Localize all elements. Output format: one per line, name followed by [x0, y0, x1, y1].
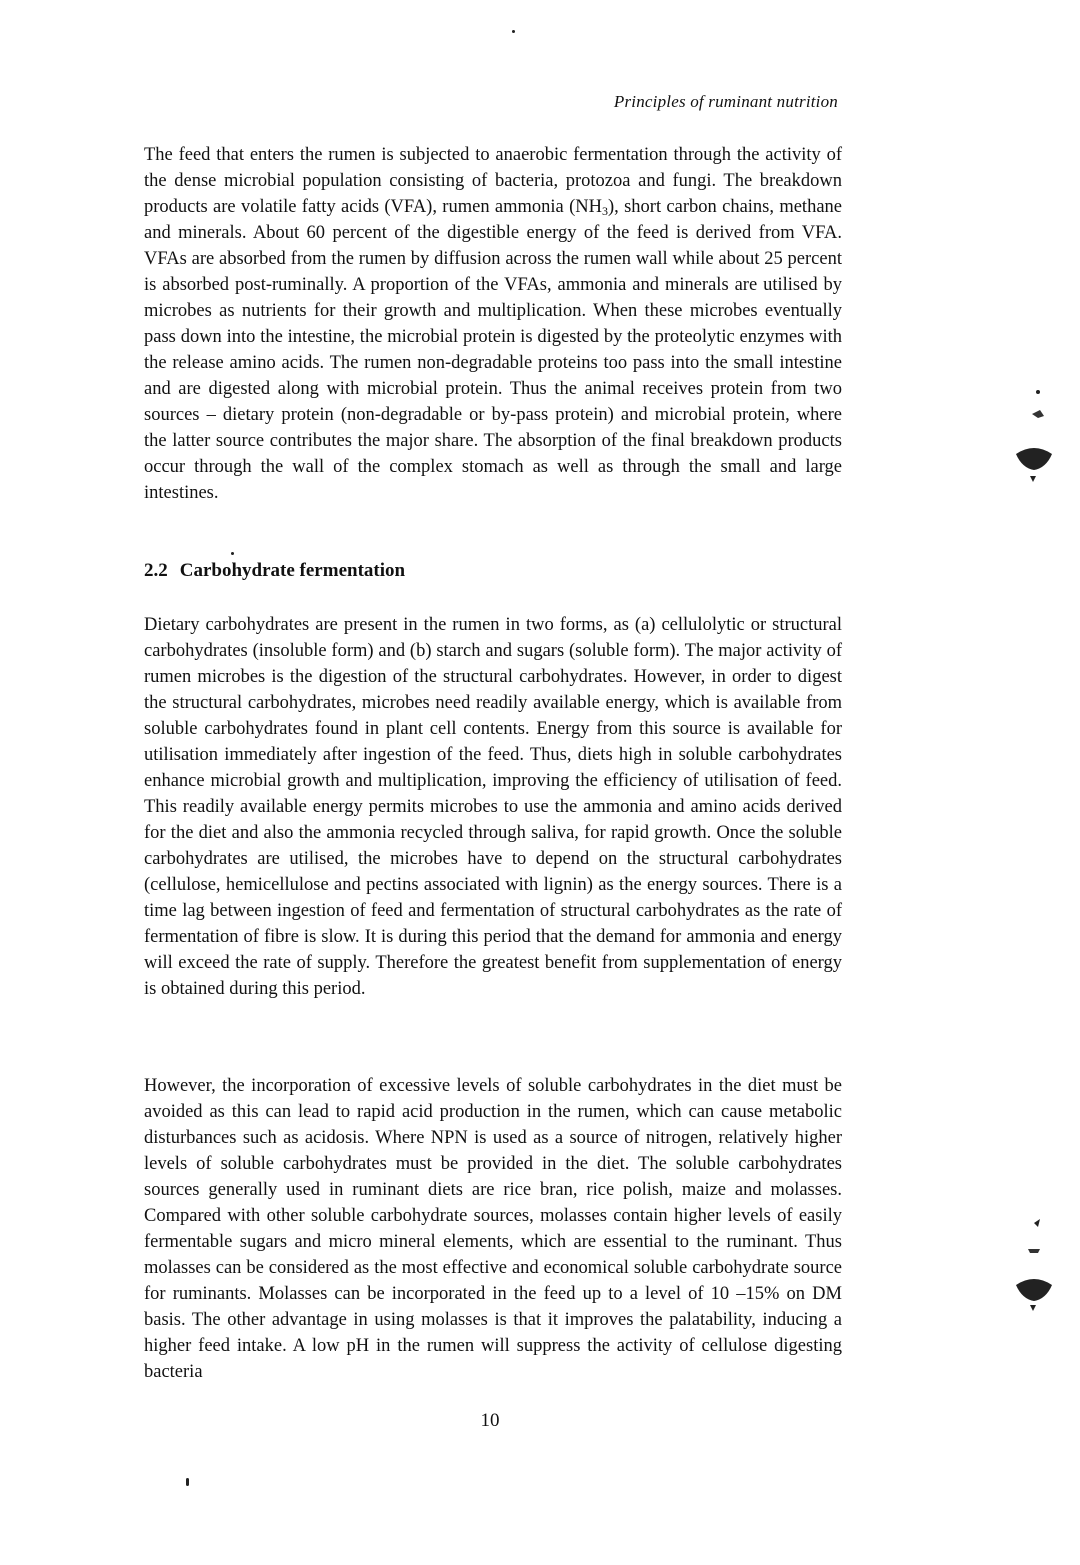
- scan-speck-bottom: [186, 1478, 189, 1486]
- running-header: Principles of ruminant nutrition: [613, 92, 838, 111]
- page-number: 10: [480, 1410, 500, 1431]
- paragraph-rumen-fermentation: [144, 142, 842, 506]
- section-heading: [144, 560, 405, 582]
- paragraph-dietary-carbohydrates: Dietary carbohydrates are present in the rumen in two forms, as (a) cellulolytic or structural carbohydrates (insoluble form) and (b) starch and sugars (soluble form). The major activity of rumen microbes is the digestion of the structural carbohydrates. However, in order to digest the structural carbohydrates, microbes need readily available energy, which is available from soluble carbohydrates found in plant cell contents. Energy from this source is available for utilisation immediately after ingestion of the feed. Thus, diets high in soluble carbohydrates enhance microbial growth and multiplication, improving the efficiency of utilisation of feed. This readily available energy permits microbes to use the ammonia and amino acids derived for the diet and also the ammonia recycled through saliva, for rapid growth. Once the soluble carbohydrates are utilised, the microbes have to depend on the structural carbohydrates (cellulose, hemicellulose and pectins associated with lignin) as the energy sources. There is a time lag between ingestion of feed and fermentation of structural carbohydrates as the rate of fermentation of fibre is slow. It is during this period that the demand for ammonia and energy will exceed the rate of supply. Therefore the greatest benefit from supplementation of energy is obtained during this period.: [144, 615, 842, 999]
- ammonia-subscript: 3: [601, 204, 608, 218]
- section-title: Carbohydrate fermentation: [179, 560, 406, 581]
- margin-stamp-mark-upper: [1010, 380, 1058, 490]
- section-number: 2.2: [144, 560, 168, 581]
- scan-speck-top: [512, 30, 515, 33]
- margin-stamp-mark-lower: [1010, 1215, 1058, 1315]
- paragraph-excessive-soluble-carbohydrates: However, the incorporation of excessive levels of soluble carbohydrates in the diet must be avoided as this can lead to rapid acid production in the rumen, which can cause metabolic disturbances such as acidosis. Where NPN is used as a source of nitrogen, relatively higher levels of soluble carbohydrates must be provided in the diet. The soluble carbohydrates sources generally used in ruminant diets are rice bran, rice polish, maize and molasses. Compared with other soluble carbohydrate sources, molasses contain higher levels of easily fermentable sugars and micro mineral elements, which are essential to the ruminant. Thus molasses can be considered as the most effective and economical soluble carbohydrate source for ruminants. Molasses can be incorporated in the feed up to a level of 10 –15% on DM basis. The other advantage in using molasses is that it improves the palatability, inducing a higher feed intake. A low pH in the rumen will suppress the activity of cellulose digesting bacteria: [144, 1076, 842, 1382]
- paragraph-1-text-a: The feed that enters the rumen is subjected to anaerobic fermentation through the activity of the dense microbial population consisting of bacteria, protozoa and fungi. The breakdown products are volatile fatty acids (VFA), rumen ammonia (NH: [144, 145, 842, 217]
- paragraph-1-text-b: ), short carbon chains, methane and minerals. About 60 percent of the digestible energy of the feed is derived from VFA. VFAs are absorbed from the rumen by diffusion across the rumen wall while about 25 percent is absorbed post-ruminally. A proportion of the VFAs, ammonia and minerals are utilised by microbes as nutrients for their growth and multiplication. When these microbes eventually pass down into the intestine, the microbial protein is digested by the proteolytic enzymes with the release amino acids. The rumen non-degradable proteins too pass into the small intestine and are digested along with microbial protein. Thus the animal receives protein from two sources – dietary protein (non-degradable or by-pass protein) and microbial protein, where the latter source contributes the major share. The absorption of the final breakdown products occur through the wall of the complex stomach as well as through the small and large intestines.: [144, 197, 842, 503]
- scan-speck-heading: [231, 552, 234, 555]
